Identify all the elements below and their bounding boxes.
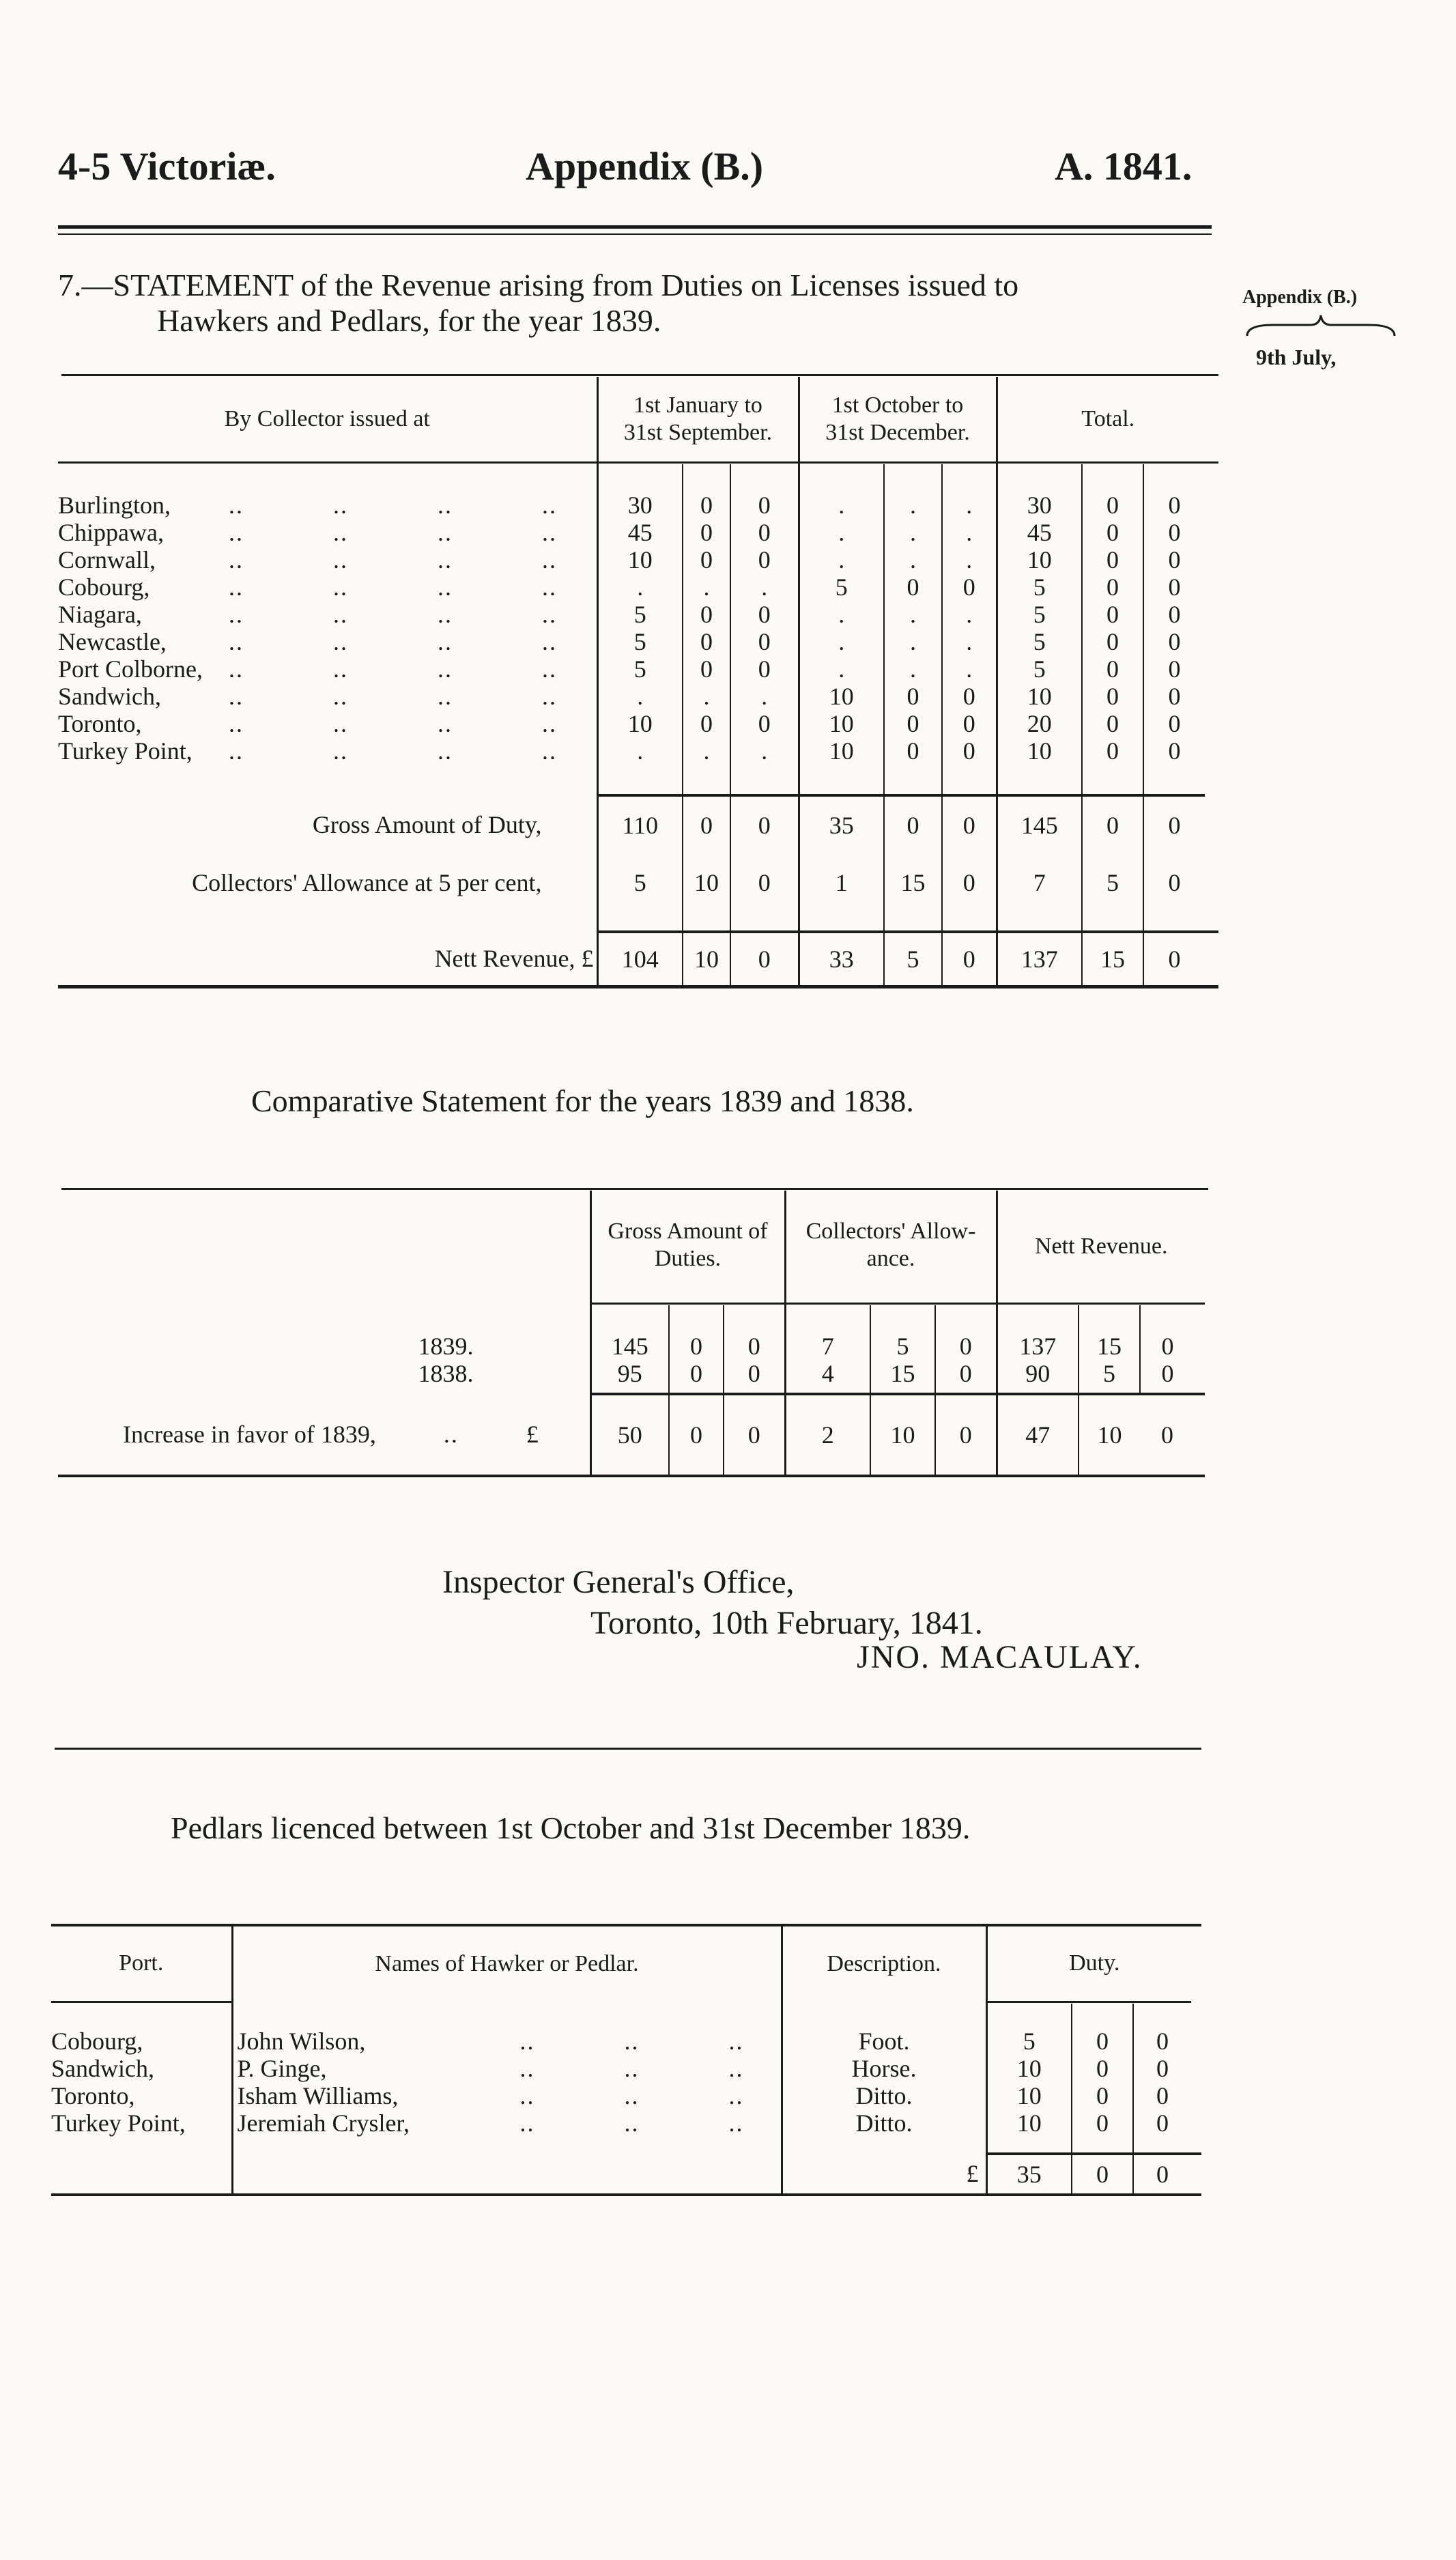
row-label: Sandwich, .. .. .. ..	[58, 683, 557, 710]
cell: 5	[597, 628, 683, 655]
increase-currency: £	[526, 1421, 539, 1448]
row-label: Port Colborne, .. .. .. ..	[58, 655, 557, 683]
table-row	[58, 519, 1218, 546]
col-period1: 1st January to 31st September.	[597, 377, 799, 462]
cell: 47	[997, 1394, 1079, 1476]
cell: 30	[997, 492, 1082, 519]
pedlar-name-cell: Isham Williams, .. .. ..	[232, 2082, 782, 2109]
cell: 0	[942, 710, 997, 737]
cell: 0	[1072, 2028, 1133, 2055]
cell: 0	[1072, 2055, 1133, 2082]
cell: 0	[935, 1394, 997, 1476]
cell: 2	[785, 1394, 870, 1476]
allowance-row	[58, 853, 1218, 911]
cell: 137	[997, 932, 1082, 986]
description: Ditto.	[782, 2109, 986, 2137]
cell: 95	[590, 1360, 669, 1387]
cell: 0	[1082, 573, 1143, 601]
cell: 15	[1079, 1333, 1140, 1360]
cell: 0	[730, 655, 799, 683]
pedlars-table	[51, 1926, 1201, 2198]
cell: .	[730, 573, 799, 601]
allowance-label: Collectors' Allowance at 5 per cent,	[192, 868, 542, 896]
cell: 10	[986, 2055, 1072, 2082]
cell: 0	[884, 710, 942, 737]
cell: 0	[1082, 655, 1143, 683]
cell: 0	[730, 519, 799, 546]
header-rule-thin	[58, 233, 1212, 235]
cell: 5	[799, 573, 884, 601]
cell: .	[730, 737, 799, 765]
col-nett: Nett Revenue.	[997, 1191, 1205, 1303]
cell: 0	[669, 1333, 724, 1360]
pedlar-name: Isham Williams,	[237, 2082, 399, 2109]
cell: .	[799, 601, 884, 628]
cell: 0	[730, 628, 799, 655]
cell: 0	[1143, 683, 1205, 710]
cell: 0	[942, 853, 997, 911]
cell: .	[597, 737, 683, 765]
cell: 0	[935, 1360, 997, 1387]
cell: 5	[997, 601, 1082, 628]
increase-label: Increase in favor of 1839,	[123, 1421, 376, 1448]
cell: 0	[730, 492, 799, 519]
nett-row	[58, 932, 1218, 986]
cell: 0	[1143, 795, 1205, 853]
cell: 0	[724, 1394, 785, 1476]
cell: 45	[597, 519, 683, 546]
comparative-top-rule	[61, 1188, 1208, 1190]
cell: .	[942, 546, 997, 573]
cell: 0	[1133, 2028, 1191, 2055]
cell: 0	[724, 1333, 785, 1360]
cell: 0	[942, 795, 997, 853]
cell: 0	[1082, 492, 1143, 519]
cell: .	[683, 737, 730, 765]
row-label: Newcastle, .. .. .. ..	[58, 628, 557, 655]
cell: 110	[597, 795, 683, 853]
col-gross: Gross Amount of Duties.	[590, 1191, 785, 1303]
signature-office: Inspector General's Office,	[442, 1564, 795, 1600]
port-name: Toronto,	[51, 2082, 135, 2109]
cell: 0	[669, 1394, 724, 1476]
cell: 0	[683, 546, 730, 573]
cell: 0	[683, 601, 730, 628]
comparative-title: Comparative Statement for the years 1839 and 1838.	[251, 1083, 914, 1118]
cell: 5	[997, 655, 1082, 683]
col-port: Port.	[119, 1950, 164, 1976]
header-center: Appendix (B.)	[526, 144, 764, 188]
cell: 0	[683, 628, 730, 655]
cell: 0	[1143, 628, 1205, 655]
cell: 5	[997, 573, 1082, 601]
pedlar-name-cell: Jeremiah Crysler, .. .. ..	[232, 2109, 782, 2137]
place-name: Chippawa,	[58, 519, 164, 546]
cell: 10	[799, 683, 884, 710]
table-row	[58, 546, 1218, 573]
cell: 0	[1140, 1333, 1195, 1360]
pedlars-title: Pedlars licenced between 1st October and 31st December 1839.	[171, 1810, 971, 1845]
cell: .	[799, 655, 884, 683]
description: Foot.	[782, 2028, 986, 2055]
cell: 137	[997, 1333, 1079, 1360]
statement-table	[58, 377, 1218, 990]
year-label: 1839.	[418, 1333, 474, 1360]
cell: 0	[1072, 2082, 1133, 2109]
table-row	[51, 2082, 1201, 2109]
cell: 0	[1143, 573, 1205, 601]
cell: 0	[683, 655, 730, 683]
cell: 10	[997, 546, 1082, 573]
gross-label: Gross Amount of Duty,	[312, 810, 542, 838]
cell: 0	[884, 573, 942, 601]
cell: 5	[1079, 1360, 1140, 1387]
pedlars-currency: £	[782, 2154, 986, 2195]
place-name: Niagara,	[58, 601, 142, 628]
cell: 0	[730, 853, 799, 911]
cell: 5	[870, 1333, 935, 1360]
year-label: 1838.	[418, 1360, 474, 1387]
col-duty: Duty.	[986, 1926, 1201, 2002]
cell: 10	[986, 2082, 1072, 2109]
cell: 0	[1143, 492, 1205, 519]
cell: 10	[683, 932, 730, 986]
statement-title-line1: 7.—STATEMENT of the Revenue arising from Duties on Licenses issued to	[58, 268, 1019, 302]
row-label: Toronto, .. .. .. ..	[58, 710, 557, 737]
cell: 0	[730, 710, 799, 737]
row-label: Turkey Point, .. .. .. ..	[58, 737, 557, 765]
pedlar-name-cell: P. Ginge, .. .. ..	[232, 2055, 782, 2082]
row-label: Chippawa, .. .. .. ..	[58, 519, 557, 546]
cell: 5	[597, 601, 683, 628]
row-label: Cobourg, .. .. .. ..	[58, 573, 557, 601]
table-row	[58, 1360, 1205, 1387]
col-collector: By Collector issued at	[224, 406, 430, 431]
cell: 0	[683, 519, 730, 546]
cell: 0	[884, 683, 942, 710]
cell: .	[730, 683, 799, 710]
pedlar-name: John Wilson,	[237, 2028, 366, 2055]
cell: .	[799, 492, 884, 519]
cell: 0	[1143, 519, 1205, 546]
cell: 0	[935, 1333, 997, 1360]
place-name: Newcastle,	[58, 628, 167, 655]
cell: 10	[1079, 1394, 1140, 1476]
cell: 0	[1143, 601, 1205, 628]
side-brace	[1246, 314, 1396, 339]
cell: .	[597, 573, 683, 601]
cell: 5	[597, 853, 683, 911]
cell: 0	[1140, 1360, 1195, 1387]
cell: 4	[785, 1360, 870, 1387]
row-label: Cornwall, .. .. .. ..	[58, 546, 557, 573]
table-row	[51, 2109, 1201, 2137]
cell: 50	[590, 1394, 669, 1476]
cell: .	[683, 683, 730, 710]
signature-rule	[55, 1748, 1201, 1750]
table-row	[58, 655, 1218, 683]
cell: 33	[799, 932, 884, 986]
cell: .	[597, 683, 683, 710]
cell: 1	[799, 853, 884, 911]
cell: 0	[942, 932, 997, 986]
cell: .	[799, 628, 884, 655]
cell: 10	[997, 683, 1082, 710]
cell: 104	[597, 932, 683, 986]
cell: 90	[997, 1360, 1079, 1387]
pedlar-name: Jeremiah Crysler,	[237, 2109, 410, 2137]
cell: 35	[986, 2154, 1072, 2195]
cell: .	[884, 519, 942, 546]
cell: 0	[1143, 932, 1205, 986]
cell: 0	[942, 737, 997, 765]
cell: 0	[884, 737, 942, 765]
place-name: Cobourg,	[58, 573, 150, 601]
cell: 0	[1143, 853, 1205, 911]
pedlar-name: P. Ginge,	[237, 2055, 327, 2082]
cell: 0	[1143, 710, 1205, 737]
cell: .	[942, 519, 997, 546]
cell: 0	[1082, 519, 1143, 546]
cell: 10	[799, 737, 884, 765]
cell: .	[942, 492, 997, 519]
row-label: Burlington, .. .. .. ..	[58, 492, 557, 519]
side-note-date: 9th July,	[1256, 345, 1337, 369]
cell: .	[884, 492, 942, 519]
cell: 5	[884, 932, 942, 986]
cell: 10	[986, 2109, 1072, 2137]
side-note-appendix: Appendix (B.)	[1242, 287, 1358, 308]
cell: 0	[730, 932, 799, 986]
cell: 0	[884, 795, 942, 853]
cell: 0	[683, 492, 730, 519]
header-rule	[58, 225, 1212, 229]
cell: 0	[1143, 655, 1205, 683]
statement-title-line2: Hawkers and Pedlars, for the year 1839.	[157, 303, 661, 338]
cell: .	[884, 601, 942, 628]
place-name: Port Colborne,	[58, 655, 203, 683]
cell: 15	[1082, 932, 1143, 986]
cell: 0	[1082, 628, 1143, 655]
cell: 0	[1133, 2055, 1191, 2082]
gross-row	[58, 795, 1218, 853]
cell: .	[942, 628, 997, 655]
pedlars-total-row	[51, 2154, 1201, 2195]
col-names: Names of Hawker or Pedlar.	[232, 1926, 782, 2002]
table-row	[58, 683, 1218, 710]
cell: 35	[799, 795, 884, 853]
cell: 0	[942, 683, 997, 710]
cell: 5	[997, 628, 1082, 655]
cell: 0	[1082, 737, 1143, 765]
cell: 0	[1082, 601, 1143, 628]
place-name: Sandwich,	[58, 683, 161, 710]
row-label: Niagara, .. .. .. ..	[58, 601, 557, 628]
table-row	[51, 2055, 1201, 2082]
cell: 10	[683, 853, 730, 911]
cell: 0	[683, 795, 730, 853]
cell: 0	[730, 795, 799, 853]
cell: 10	[597, 546, 683, 573]
cell: 15	[884, 853, 942, 911]
cell: 0	[1133, 2109, 1191, 2137]
cell: 7	[785, 1333, 870, 1360]
cell: 0	[1082, 683, 1143, 710]
cell: 0	[1082, 795, 1143, 853]
nett-label: Nett Revenue, £	[434, 944, 594, 972]
table-row	[58, 573, 1218, 601]
table-row	[58, 710, 1218, 737]
cell: 0	[1082, 546, 1143, 573]
description: Ditto.	[782, 2082, 986, 2109]
cell: 0	[942, 573, 997, 601]
table-row	[58, 1333, 1205, 1360]
header-right: A. 1841.	[1055, 144, 1193, 188]
cell: 0	[1133, 2082, 1191, 2109]
cell: 0	[1143, 737, 1205, 765]
cell: .	[683, 573, 730, 601]
cell: 5	[597, 655, 683, 683]
header-left: 4-5 Victoriæ.	[58, 144, 276, 188]
cell: 30	[597, 492, 683, 519]
port-name: Turkey Point,	[51, 2109, 186, 2137]
cell: 15	[870, 1360, 935, 1387]
pedlar-name-cell: John Wilson, .. .. ..	[232, 2028, 782, 2055]
cell: 145	[590, 1333, 669, 1360]
cell: 0	[683, 710, 730, 737]
table-row	[58, 492, 1218, 519]
cell: 0	[730, 601, 799, 628]
cell: 10	[799, 710, 884, 737]
cell: 0	[1133, 2154, 1191, 2195]
cell: 0	[724, 1360, 785, 1387]
cell: 0	[669, 1360, 724, 1387]
cell: 0	[1082, 710, 1143, 737]
cell: 20	[997, 710, 1082, 737]
table-row	[58, 601, 1218, 628]
cell: 0	[1072, 2109, 1133, 2137]
cell: 10	[597, 710, 683, 737]
cell: 10	[870, 1394, 935, 1476]
cell: .	[884, 546, 942, 573]
signature-date: Toronto, 10th February, 1841.	[590, 1605, 983, 1641]
port-name: Cobourg,	[51, 2028, 143, 2055]
table-row	[58, 737, 1218, 765]
col-total: Total.	[997, 377, 1218, 462]
cell: 0	[1140, 1394, 1195, 1476]
increase-row: Increase in favor of 1839, .. £ 50 0 0 2 10 0 47 10 0	[58, 1394, 1205, 1476]
cell: 7	[997, 853, 1082, 911]
cell: 5	[986, 2028, 1072, 2055]
place-name: Cornwall,	[58, 546, 156, 573]
cell: .	[884, 628, 942, 655]
statement-top-rule	[61, 374, 1218, 376]
cell: .	[942, 601, 997, 628]
col-period2: 1st October to 31st December.	[799, 377, 997, 462]
table-row	[58, 628, 1218, 655]
comparative-table	[58, 1191, 1205, 1479]
col-allowance: Collectors' Allow- ance.	[785, 1191, 997, 1303]
port-name: Sandwich,	[51, 2055, 154, 2082]
cell: 45	[997, 519, 1082, 546]
cell: 10	[997, 737, 1082, 765]
signature-name: JNO. MACAULAY.	[857, 1639, 1143, 1675]
place-name: Turkey Point,	[58, 737, 192, 765]
cell: 145	[997, 795, 1082, 853]
description: Horse.	[782, 2055, 986, 2082]
cell: 0	[1072, 2154, 1133, 2195]
col-description: Description.	[782, 1926, 986, 2002]
cell: 0	[730, 546, 799, 573]
cell: .	[799, 546, 884, 573]
cell: .	[799, 519, 884, 546]
place-name: Burlington,	[58, 492, 171, 519]
place-name: Toronto,	[58, 710, 142, 737]
cell: .	[942, 655, 997, 683]
cell: 0	[1143, 546, 1205, 573]
table-row	[51, 2028, 1201, 2055]
cell: .	[884, 655, 942, 683]
cell: 5	[1082, 853, 1143, 911]
